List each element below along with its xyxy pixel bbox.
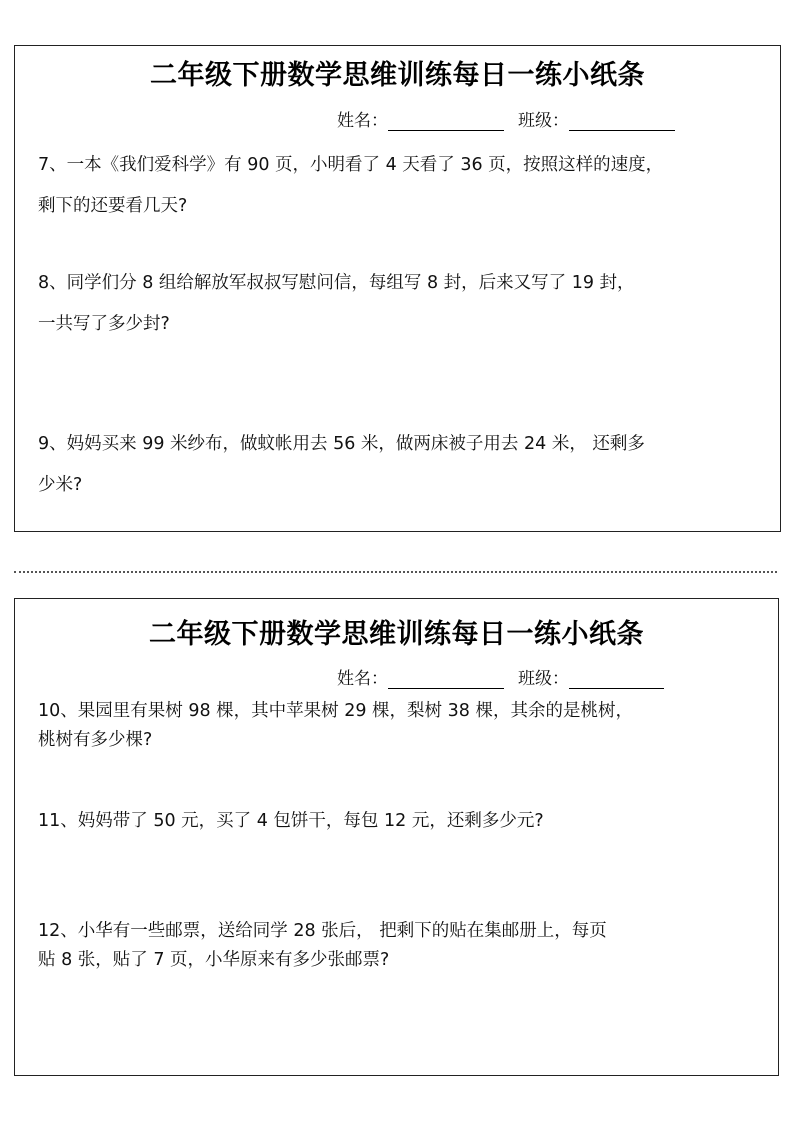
question-text-line: 少米? (38, 475, 83, 495)
question-11 (38, 807, 544, 832)
worksheet-card-1 (14, 45, 781, 532)
worksheet-title: 二年级下册数学思维训练每日一练小纸条 (149, 619, 644, 650)
class-blank[interactable] (569, 670, 664, 689)
question-text-line: 11、妈妈带了 50 元，买了 4 包饼干，每包 12 元，还剩多少元? (38, 811, 544, 831)
question-text-line: 贴 8 张，贴了 7 页，小华原来有多少张邮票? (38, 950, 390, 970)
question-text-line: 9、妈妈买来 99 米纱布，做蚊帐用去 56 米，做两床被子用去 24 米， 还剩多 (38, 434, 645, 454)
question-12 (38, 917, 607, 971)
question-text-line: 8、同学们分 8 组给解放军叔叔写慰问信，每组写 8 封，后来又写了 19 封， (38, 273, 635, 293)
name-label: 姓名： (337, 111, 388, 131)
name-blank[interactable] (388, 112, 504, 131)
class-label: 班级： (518, 111, 569, 131)
question-text-line: 剩下的还要看几天? (38, 196, 188, 216)
question-9 (38, 430, 645, 496)
worksheet-card-2 (14, 598, 779, 1076)
question-text-line: 12、小华有一些邮票，送给同学 28 张后， 把剩下的贴在集邮册上，每页 (38, 921, 607, 941)
name-label: 姓名： (337, 669, 388, 689)
question-text-line: 一共写了多少封? (38, 314, 170, 334)
class-blank[interactable] (569, 112, 675, 131)
question-8 (38, 269, 635, 335)
student-info-row (337, 664, 678, 689)
worksheet-title: 二年级下册数学思维训练每日一练小纸条 (150, 60, 645, 91)
student-info-row (337, 106, 689, 131)
question-text-line: 桃树有多少棵? (38, 730, 153, 750)
question-text-line: 7、一本《我们爱科学》有 90 页，小明看了 4 天看了 36 页，按照这样的速度， (38, 155, 664, 175)
class-label: 班级： (518, 669, 569, 689)
question-text-line: 10、果园里有果树 98 棵，其中苹果树 29 棵，梨树 38 棵，其余的是桃树， (38, 701, 633, 721)
question-7 (38, 151, 663, 217)
name-blank[interactable] (388, 670, 504, 689)
cut-line-divider (14, 571, 777, 573)
question-10 (38, 697, 633, 751)
